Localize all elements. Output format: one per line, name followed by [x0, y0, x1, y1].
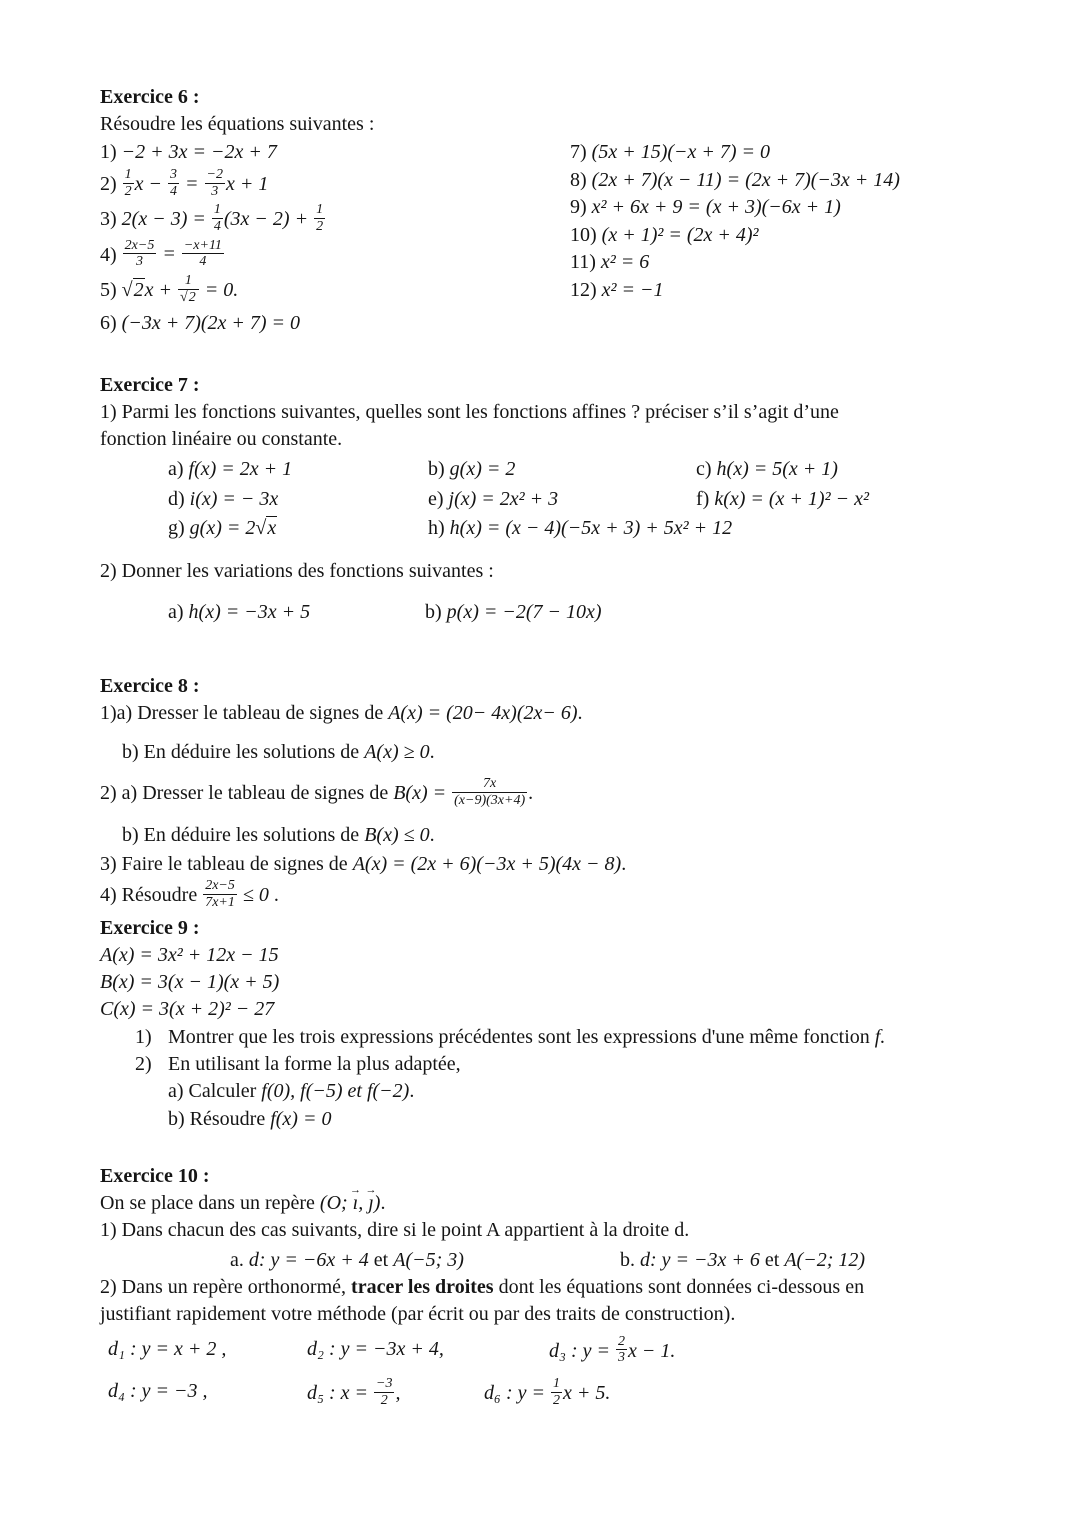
ex7-functions-row2	[100, 486, 1020, 512]
exercise-10	[100, 1163, 1020, 1410]
ex9-q2-item-b: b) Résoudre f(x) = 0	[168, 1108, 332, 1131]
ex7-function-d: d) i(x) = − 3x	[168, 487, 279, 510]
ex9-question-1	[100, 1024, 1020, 1050]
ex10-lines-row2	[100, 1378, 1020, 1410]
ex7-functions-row3	[100, 515, 1020, 541]
ex7-q2-item-b: b) p(x) = −2(7 − 10x)	[425, 600, 602, 623]
ex8-line-2a: 2) a) Dresser le tableau de signes de B(x) = $\frac{7x}{(x-9)(3x+4)}$ .	[100, 775, 534, 808]
ex6-equation-12: 12) x² = −1	[570, 278, 664, 301]
ex6-equation-2: 2) $\frac{1}{2}$ x − $\frac{3}{4}$ = $\frac{-2}{3}$ x + 1	[100, 167, 269, 199]
ex10-intro: On se place dans un repère (O; ı →, ȷ →).	[100, 1190, 1020, 1217]
ex9-expression-a: A(x) = 3x² + 12x − 15	[100, 943, 279, 966]
ex7-functions-row1	[100, 456, 1020, 482]
ex10-q1-case-a: a. d: y = −6x + 4 et A(−5; 3)	[230, 1249, 464, 1272]
ex7-function-h: h) h(x) = (x − 4)(−5x + 3) + 5x² + 12	[428, 517, 733, 540]
ex10-question-2-line1: 2) Dans un repère orthonormé, tracer les droites dont les équations sont données ci-dessous en	[100, 1275, 865, 1298]
ex8-line-1a: 1)a) Dresser le tableau de signes de A(x) = (20− 4x)(2x− 6).	[100, 701, 583, 724]
ex7-question1-line1: 1) Parmi les fonctions suivantes, quelles sont les fonctions affines ? préciser s’il s’agit d’une	[100, 401, 839, 424]
exercise-9	[100, 915, 1020, 1134]
ex7-function-g: g) g(x) = 2√x	[168, 517, 277, 540]
ex6-equation-10: 10) (x + 1)² = (2x + 4)²	[570, 223, 759, 246]
ex6-equation-8: 8) (2x + 7)(x − 11) = (2x + 7)(−3x + 14)	[570, 168, 900, 191]
exercise6-right-column	[570, 139, 1020, 340]
ex7-function-e: e) j(x) = 2x² + 3	[428, 487, 559, 510]
ex6-equation-11: 11) x² = 6	[570, 251, 650, 273]
exercise10-title: Exercice 10 :	[100, 1165, 210, 1188]
exercise-7	[100, 372, 1020, 625]
ex10-line-d4: d₄ : y = −3 ,	[108, 1380, 208, 1403]
ex7-function-a: a) f(x) = 2x + 1	[168, 458, 293, 481]
ex7-q2-item-a: a) h(x) = −3x + 5	[168, 600, 311, 623]
ex7-function-c: c) h(x) = 5(x + 1)	[696, 458, 838, 481]
ex7-question2-items	[100, 599, 1020, 625]
ex7-function-f: f) k(x) = (x + 1)² − x²	[696, 487, 869, 510]
ex10-lines-row1	[100, 1333, 1020, 1368]
exercise-6	[100, 84, 1020, 340]
ex8-line-2b: b) En déduire les solutions de B(x) ≤ 0.	[122, 824, 435, 847]
exercise6-left-column	[100, 139, 570, 340]
exercise6-intro: Résoudre les équations suivantes :	[100, 113, 375, 135]
ex10-line-d2: d₂ : y = −3x + 4,	[307, 1337, 444, 1360]
ex6-equation-3: 3) 2(x − 3) = $\frac{1}{4}$ (3x − 2) + $\frac{1}{2}$	[100, 202, 324, 235]
ex6-equation-9: 9) x² + 6x + 9 = (x + 3)(−6x + 1)	[570, 196, 841, 218]
ex6-equation-4: 4) $\frac{2x-5}{3}$ = $\frac{-x+11}{4}$	[100, 237, 222, 270]
exercise9-title: Exercice 9 :	[100, 916, 200, 939]
ex9-q2-text: En utilisant la forme la plus adaptée,	[168, 1053, 461, 1076]
ex10-q1-cases	[100, 1247, 1020, 1273]
ex7-function-b: b) g(x) = 2	[428, 458, 516, 481]
ex10-q1-case-b: b. d: y = −3x + 6 et A(−2; 12)	[620, 1249, 866, 1272]
ex7-question2: 2) Donner les variations des fonctions suivantes :	[100, 559, 494, 582]
ex10-question-1: 1) Dans chacun des cas suivants, dire si le point A appartient à la droite d.	[100, 1219, 690, 1242]
exercise7-title: Exercice 7 :	[100, 374, 200, 397]
ex10-line-d5: d₅ : x = $\frac{-3}{2}$ ,	[307, 1376, 401, 1408]
exercise8-title: Exercice 8 :	[100, 674, 200, 697]
ex6-equation-6: 6) (−3x + 7)(2x + 7) = 0	[100, 312, 301, 335]
ex6-equation-1: 1) −2 + 3x = −2x + 7	[100, 141, 277, 163]
ex9-q2-item-a: a) Calculer f(0), f(−5) et f(−2).	[168, 1080, 415, 1103]
ex10-line-d3: d₃ : y = $\frac{2}{3}$ x − 1.	[549, 1333, 676, 1366]
ex10-question-2-line2: justifiant rapidement votre méthode (par écrit ou par des traits de construction).	[100, 1302, 736, 1325]
ex9-expression-c: C(x) = 3(x + 2)² − 27	[100, 997, 275, 1020]
ex9-expression-b: B(x) = 3(x − 1)(x + 5)	[100, 970, 280, 993]
ex7-question1-line2: fonction linéaire ou constante.	[100, 428, 343, 451]
ex10-line-d1: d₁ : y = x + 2 ,	[108, 1337, 227, 1360]
exercise-8	[100, 673, 1020, 913]
ex8-line-4: 4) Résoudre $\frac{2x-5}{7x+1}$ ≤ 0 .	[100, 878, 279, 910]
ex9-q2-number: 2)	[135, 1053, 152, 1076]
ex6-equation-7: 7) (5x + 15)(−x + 7) = 0	[570, 141, 771, 163]
ex9-q1-number: 1)	[135, 1025, 152, 1048]
ex9-q1-text: Montrer que les trois expressions précédentes sont les expressions d'une même fonction f.	[168, 1025, 886, 1048]
exercise6-title: Exercice 6 :	[100, 86, 200, 108]
ex9-question-2	[100, 1051, 1020, 1077]
ex8-line-1b: b) En déduire les solutions de A(x) ≥ 0.	[122, 740, 435, 763]
ex6-equation-5: 5) √2x + $\frac{1}{√2}$ = 0.	[100, 273, 239, 305]
exercise6-equations	[100, 139, 1020, 340]
ex8-line-3: 3) Faire le tableau de signes de A(x) = (2x + 6)(−3x + 5)(4x − 8).	[100, 853, 627, 876]
ex10-line-d6: d₆ : y = $\frac{1}{2}$ x + 5.	[484, 1376, 611, 1408]
